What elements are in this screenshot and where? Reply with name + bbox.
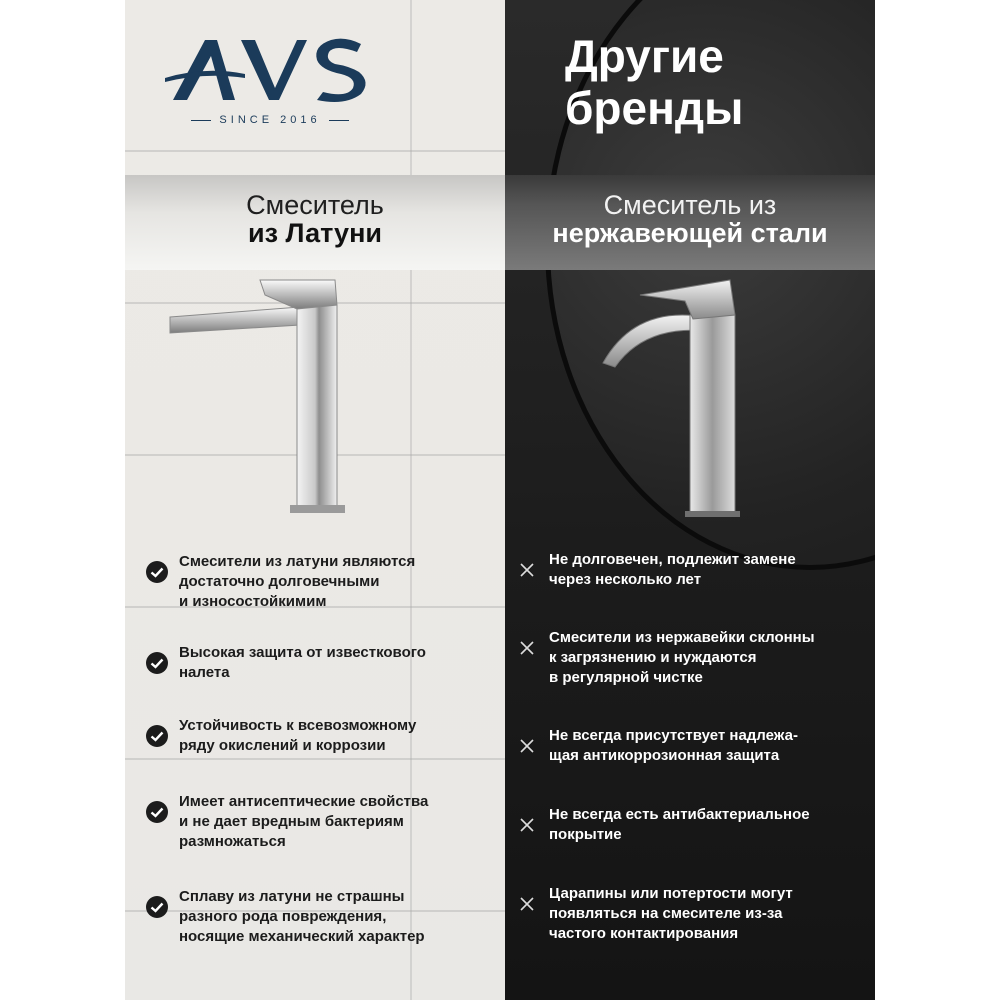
drawback-text: Не всегда присутствует надлежа- щая антикоррозионная защита (549, 727, 798, 764)
check-circle-icon (145, 800, 169, 824)
drawback-text: Царапины или потертости могут появляться на смесителе из-за частого контактирования (549, 885, 793, 942)
list-item (145, 792, 490, 852)
cross-icon (515, 813, 539, 837)
left-subtitle-line2: из Латуни (248, 218, 382, 248)
right-subtitle-line2: нержавеющей стали (552, 218, 828, 248)
since-text: SINCE 2016 (219, 114, 321, 126)
cross-icon (515, 734, 539, 758)
right-subtitle-line1: Смеситель из (603, 190, 777, 220)
left-subtitle-line1: Смеситель (246, 190, 384, 220)
left-benefits-list (125, 0, 505, 1000)
list-item (515, 726, 875, 766)
list-item (515, 628, 875, 688)
drawback-text: Не долговечен, подлежит замене через несколько лет (549, 551, 796, 588)
list-item (515, 550, 875, 590)
drawback-text: Смесители из нержавейки склонны к загрязнению и нуждаются в регулярной чистке (549, 629, 815, 686)
benefit-text: Смесители из латуни являются достаточно долговечными и износостойкимим (179, 553, 416, 610)
list-item (145, 716, 490, 756)
check-circle-icon (145, 724, 169, 748)
avs-panel (125, 0, 505, 1000)
cross-icon (515, 558, 539, 582)
cross-icon (515, 892, 539, 916)
list-item (145, 552, 490, 612)
benefit-text: Сплаву из латуни не страшны разного рода повреждения, носящие механический характер (179, 888, 425, 945)
benefit-text: Имеет антисептические свойства и не дает вредным бактериям размножаться (179, 793, 429, 850)
check-circle-icon (145, 651, 169, 675)
cross-icon (515, 636, 539, 660)
list-item (515, 805, 875, 845)
list-item (515, 884, 875, 944)
list-item (145, 643, 490, 683)
benefit-text: Высокая защита от известкового налета (179, 644, 426, 681)
check-circle-icon (145, 560, 169, 584)
check-circle-icon (145, 895, 169, 919)
benefit-text: Устойчивость к всевозможному ряду окислений и коррозии (179, 717, 417, 754)
list-item (145, 887, 490, 947)
right-drawbacks-list (505, 0, 875, 1000)
drawback-text: Не всегда есть антибактериальное покрытие (549, 806, 810, 843)
other-brands-panel (505, 0, 875, 1000)
page-title: Другие бренды (565, 30, 744, 134)
